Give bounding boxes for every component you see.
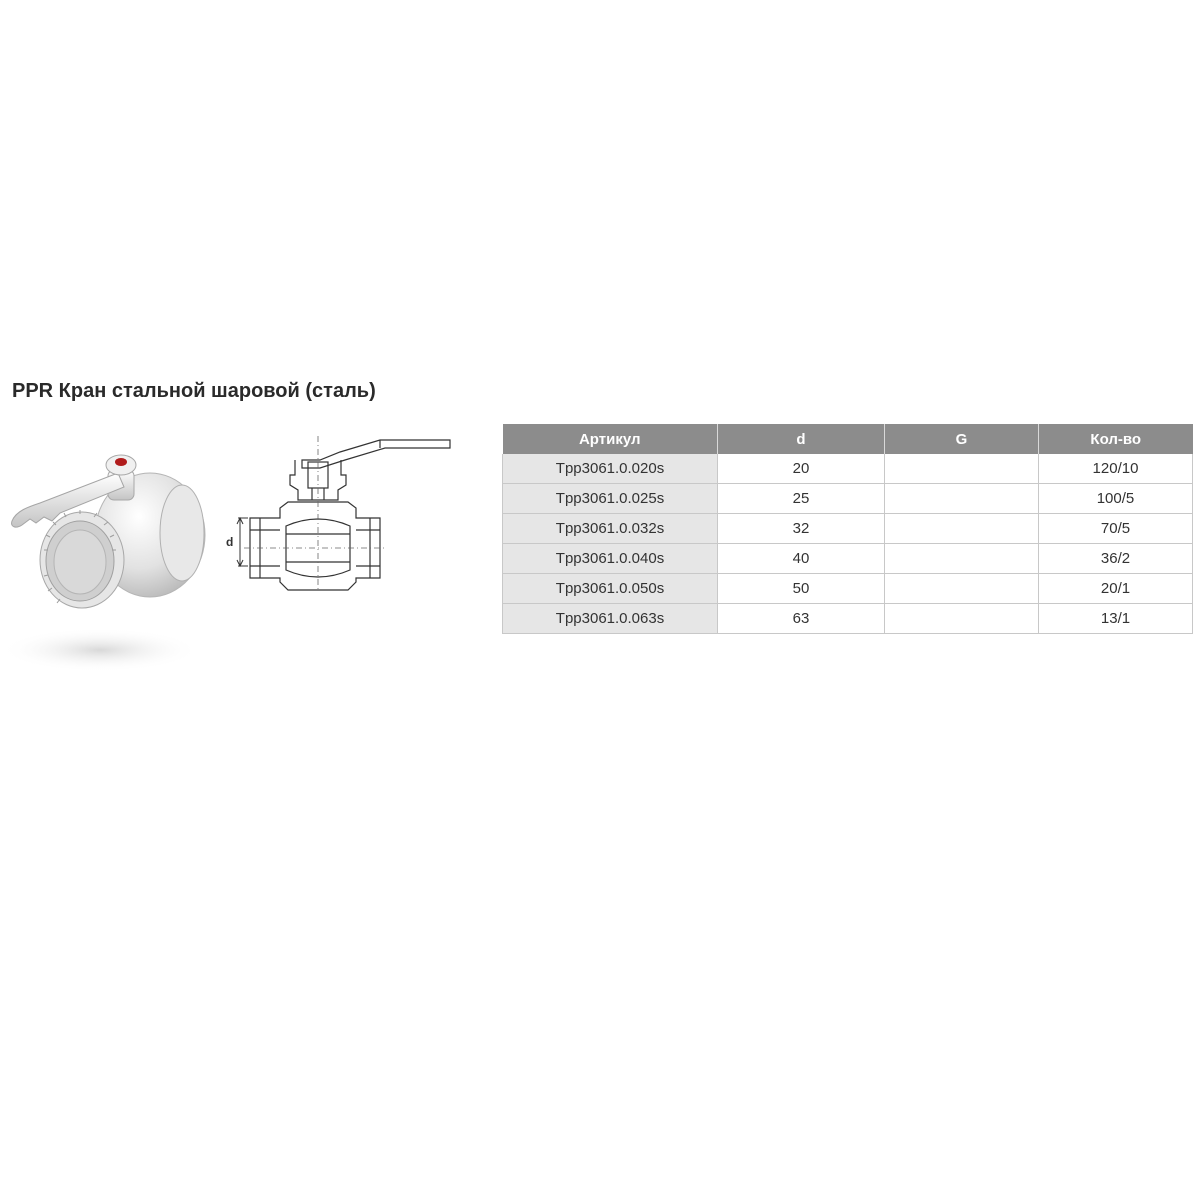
cell-quantity: 100/5 bbox=[1039, 484, 1193, 514]
dimension-label-d: d bbox=[226, 535, 234, 549]
cell-quantity: 13/1 bbox=[1039, 604, 1193, 634]
cell-quantity: 70/5 bbox=[1039, 514, 1193, 544]
cell-quantity: 20/1 bbox=[1039, 574, 1193, 604]
table-row bbox=[503, 574, 1193, 604]
ball-valve-drawing bbox=[220, 430, 460, 595]
cell-article: Tpp3061.0.025s bbox=[503, 484, 718, 514]
table-row bbox=[503, 544, 1193, 574]
cell-diameter: 32 bbox=[718, 514, 885, 544]
cell-quantity: 36/2 bbox=[1039, 544, 1193, 574]
cell-quantity: 120/10 bbox=[1039, 454, 1193, 484]
cell-article: Tpp3061.0.040s bbox=[503, 544, 718, 574]
cell-thread bbox=[885, 484, 1039, 514]
cell-thread bbox=[885, 544, 1039, 574]
cell-article: Tpp3061.0.050s bbox=[503, 574, 718, 604]
cell-thread bbox=[885, 514, 1039, 544]
cell-thread bbox=[885, 454, 1039, 484]
cell-thread bbox=[885, 574, 1039, 604]
spec-table bbox=[502, 424, 1193, 634]
cell-article: Tpp3061.0.063s bbox=[503, 604, 718, 634]
cell-diameter: 20 bbox=[718, 454, 885, 484]
cell-diameter: 40 bbox=[718, 544, 885, 574]
table-header-row bbox=[503, 424, 1193, 454]
table-row bbox=[503, 514, 1193, 544]
cell-thread bbox=[885, 604, 1039, 634]
cell-article: Tpp3061.0.032s bbox=[503, 514, 718, 544]
cell-article: Tpp3061.0.020s bbox=[503, 454, 718, 484]
header-article: Артикул bbox=[503, 424, 718, 454]
table-row bbox=[503, 604, 1193, 634]
header-thread: G bbox=[885, 424, 1039, 454]
cell-diameter: 63 bbox=[718, 604, 885, 634]
table-row bbox=[503, 484, 1193, 514]
table-row bbox=[503, 454, 1193, 484]
header-diameter: d bbox=[718, 424, 885, 454]
ball-valve-photo bbox=[0, 425, 215, 675]
cell-diameter: 25 bbox=[718, 484, 885, 514]
header-quantity: Кол-во bbox=[1039, 424, 1193, 454]
cell-diameter: 50 bbox=[718, 574, 885, 604]
page-title: PPR Кран стальной шаровой (сталь) bbox=[12, 380, 376, 402]
